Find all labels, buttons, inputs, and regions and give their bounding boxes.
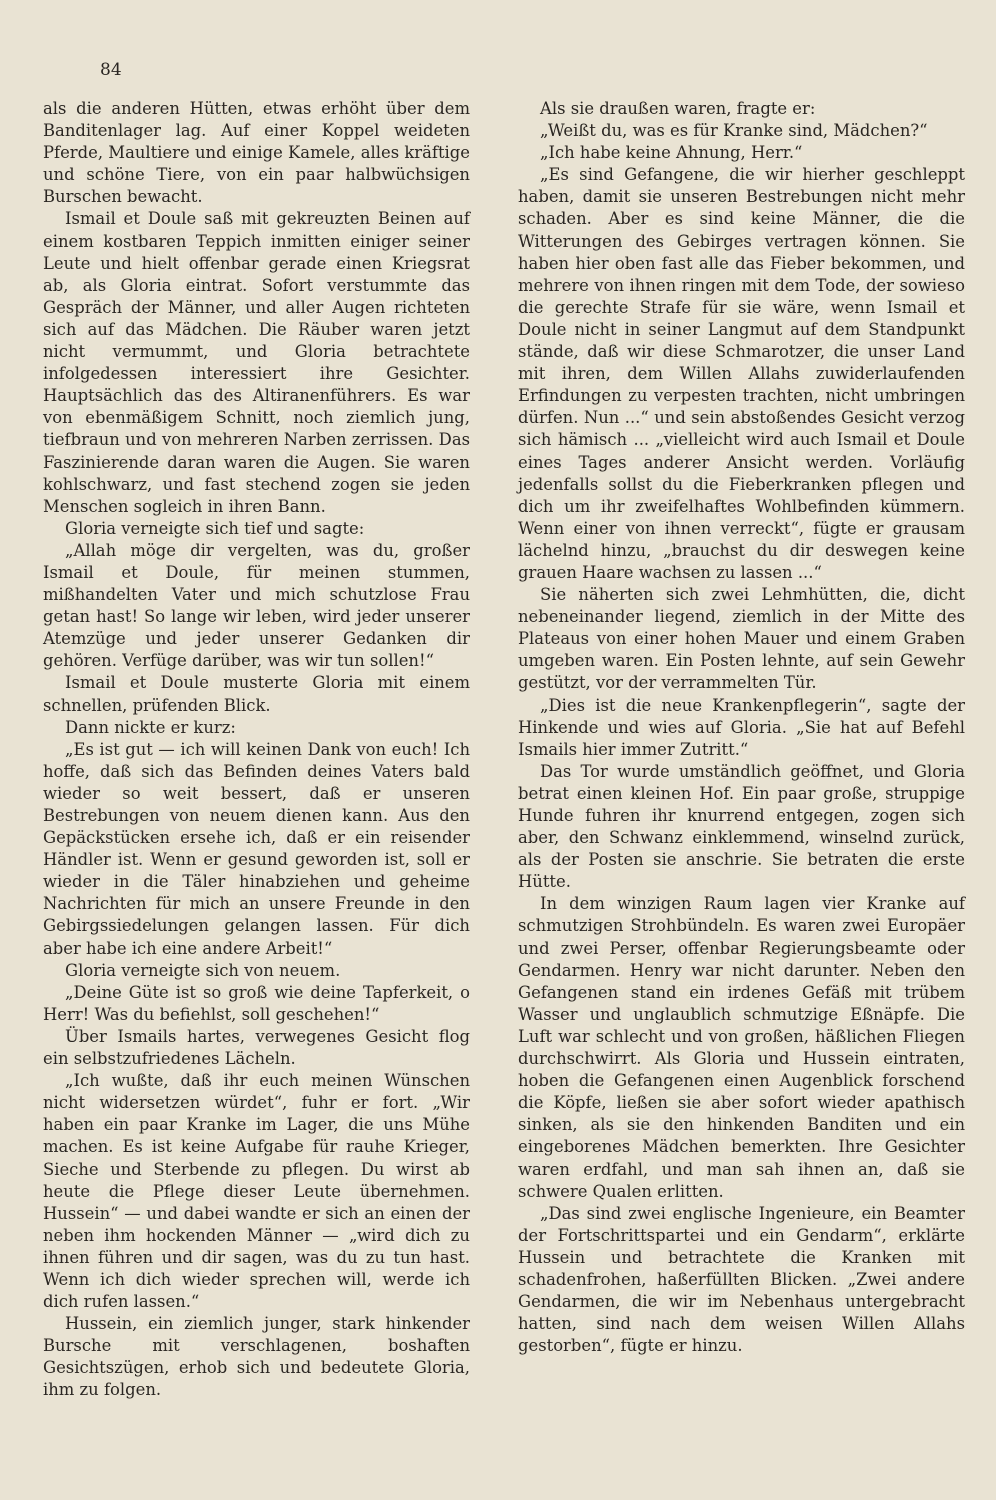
paragraph: „Deine Güte ist so groß wie deine Tapferkeit, o Herr! Was du befiehlst, soll geschehen!“ <box>43 982 470 1024</box>
right-column <box>518 98 965 1357</box>
paragraph: „Weißt du, was es für Kranke sind, Mädchen?“ <box>540 121 928 141</box>
paragraph: als die anderen Hütten, etwas erhöht über dem Banditenlager lag. Auf einer Koppel weideten Pferde, Maultiere und einige Kamele, alles kräftige und schöne Tiere, von ein paar halbwüchsigen Burschen bewacht. <box>43 99 470 207</box>
paragraph: „Ich wußte, daß ihr euch meinen Wünschen nicht widersetzen würdet“, fuhr er fort. „Wir haben ein paar Kranke im Lager, die uns Mühe machen. Es ist keine Aufgabe für rauhe Krieger, Sieche und Sterbende zu pflegen. Du wirst ab heute die Pflege dieser Leute übernehmen. Hussein“ — und dabei wandte er sich an einen der neben ihm hockenden Männer — „wird dich zu ihnen führen und dir sagen, was du zu tun hast. Wenn ich dich wieder sprechen will, werde ich dich rufen lassen.“ <box>43 1071 470 1312</box>
paragraph: „Ich habe keine Ahnung, Herr.“ <box>540 143 803 163</box>
paragraph: „Das sind zwei englische Ingenieure, ein Beamter der Fortschrittspartei und ein Gendarm“, erklärte Hussein und betrachtete die Kranken mit schadenfrohen, haßerfüllten Blicken. „Zwei andere Gendarmen, die wir im Nebenhaus untergebracht hatten, sind nach dem weisen Willen Allahs gestorben“, fügte er hinzu. <box>518 1203 965 1356</box>
paragraph: Dann nickte er kurz: <box>65 717 236 737</box>
paragraph: Gloria verneigte sich tief und sagte: <box>65 518 365 538</box>
left-column <box>43 98 470 1402</box>
paragraph: Hussein, ein ziemlich junger, stark hinkender Bursche mit verschlagenen, boshaften Gesichtszügen, erhob sich und bedeutete Gloria, ihm zu folgen. <box>43 1314 470 1400</box>
paragraph: Als sie draußen waren, fragte er: <box>540 99 816 118</box>
paragraph: Ismail et Doule musterte Gloria mit einem schnellen, prüfenden Blick. <box>43 673 470 715</box>
paragraph: Ismail et Doule saß mit gekreuzten Beinen auf einem kostbaren Teppich inmitten einiger seiner Leute und hielt offenbar gerade einen Kriegsrat ab, als Gloria eintrat. Sofort verstummte das Gespräch der Männer, und aller Augen richteten sich auf das Mädchen. Die Räuber waren jetzt nicht vermummt, und Gloria betrachtete infolgedessen interessiert ihre Gesichter. Hauptsächlich das des Altiranenführers. Es war von ebenmäßigem Schnitt, noch ziemlich jung, tiefbraun und von mehreren Narben zerrissen. Das Faszinierende daran waren die Augen. Sie waren kohlschwarz, und fast stechend zogen sie jeden Menschen sogleich in ihren Bann. <box>43 209 470 516</box>
paragraph: Das Tor wurde umständlich geöffnet, und Gloria betrat einen kleinen Hof. Ein paar große, struppige Hunde fuhren ihr knurrend entgegen, zogen sich aber, den Schwanz einklemmend, winselnd zurück, als der Posten sie anschrie. Sie betraten die erste Hütte. <box>518 761 965 892</box>
paragraph: Gloria verneigte sich von neuem. <box>65 960 341 980</box>
paragraph: In dem winzigen Raum lagen vier Kranke auf schmutzigen Strohbündeln. Es waren zwei Europäer und zwei Perser, offenbar Regierungsbeamte oder Gendarmen. Henry war nicht darunter. Neben den Gefangenen stand ein irdenes Gefäß mit trübem Wasser und unglaublich schmutzige Eßnäpfe. Die Luft war schlecht und von großen, häßlichen Fliegen durchschwirrt. Als Gloria und Hussein eintraten, hoben die Gefangenen einen Augenblick forschend die Köpfe, ließen sie aber sofort wieder apathisch sinken, als sie den hinkenden Banditen und ein eingeborenes Mädchen bemerkten. Ihre Gesichter waren erdfahl, und man sah ihnen an, daß sie schwere Qualen erlitten. <box>518 894 965 1201</box>
paragraph: Sie näherten sich zwei Lehmhütten, die, dicht nebeneinander liegend, ziemlich in der Mitte des Plateaus von einer hohen Mauer und einem Graben umgeben waren. Ein Posten lehnte, auf sein Gewehr gestützt, vor der verrammelten Tür. <box>518 585 965 693</box>
paragraph: „Es ist gut — ich will keinen Dank von euch! Ich hoffe, daß sich das Befinden deines Vaters bald wieder so weit bessert, daß er unseren Bestrebungen von neuem dienen kann. Aus den Gepäckstücken ersehe ich, daß er ein reisender Händler ist. Wenn er gesund geworden ist, soll er wieder in die Täler hinabziehen und geheime Nachrichten für mich an unsere Freunde in den Gebirgssiedelungen gelangen lassen. Für dich aber habe ich eine andere Arbeit!“ <box>43 739 470 958</box>
paragraph: „Dies ist die neue Krankenpflegerin“, sagte der Hinkende und wies auf Gloria. „Sie hat auf Befehl Ismails hier immer Zutritt.“ <box>518 695 965 759</box>
paragraph: „Allah möge dir vergelten, was du, großer Ismail et Doule, für meinen stummen, mißhandelten Vater und mich schutzlose Frau getan hast! So lange wir leben, wird jeder unserer Atemzüge und jeder unserer Gedanken dir gehören. Verfüge darüber, was wir tun sollen!“ <box>43 540 470 671</box>
paragraph: Über Ismails hartes, verwegenes Gesicht flog ein selbstzufriedenes Lächeln. <box>43 1026 470 1069</box>
paragraph: „Es sind Gefangene, die wir hierher geschleppt haben, damit sie unseren Bestrebungen nicht mehr schaden. Aber es sind keine Männer, die die Witterungen des Gebirges vertragen können. Sie haben hier oben fast alle das Fieber bekommen, und mehrere von ihnen ringen mit dem Tode, der sowieso die gerechte Strafe für sie wäre, wenn Ismail et Doule nicht in seiner Langmut auf dem Standpunkt stände, daß wir diese Schmarotzer, die unser Land mit ihren, dem Willen Allahs zuwiderlaufenden Erfindungen zu verpesten trachten, nicht umbringen dürfen. Nun ...“ und sein abstoßendes Gesicht verzog sich hämisch ... „vielleicht wird auch Ismail et Doule eines Tages anderer Ansicht werden. Vorläufig jedenfalls sollst du die Fieberkranken pflegen und dich um ihr zweifelhaftes Wohlbefinden kümmern. Wenn einer von ihnen verreckt“, fügte er grausam lächelnd hinzu, „brauchst du dir deswegen keine grauen Haare wachsen zu lassen ...“ <box>518 165 965 582</box>
page-number: 84 <box>100 60 122 80</box>
